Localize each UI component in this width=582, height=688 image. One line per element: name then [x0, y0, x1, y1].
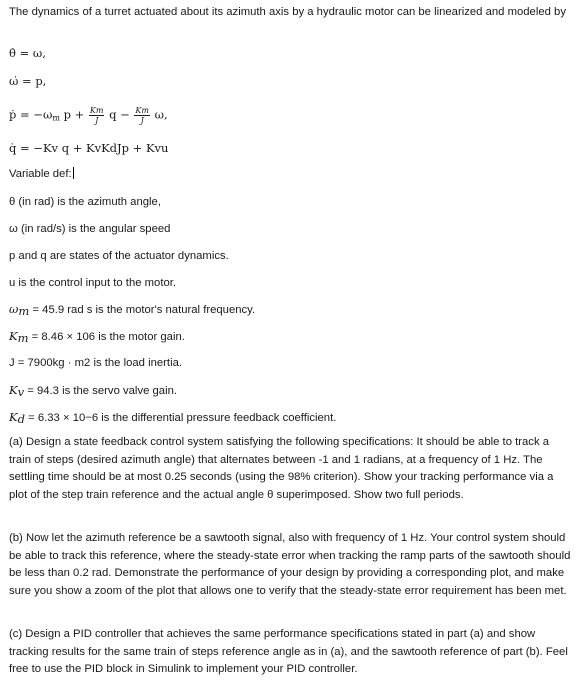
- eq3-q: q −: [105, 107, 130, 122]
- text-cursor: [73, 167, 74, 179]
- param-j: J = 7900kg · m2 is the load inertia.: [9, 357, 183, 369]
- equation-p-dot: [9, 106, 168, 126]
- question-c: (c) Design a PID controller that achieves the same performance specifications stated in part (a) and show tracking results for the same train of steps reference angle as in (a), and the sawtooth reference of part (b). Feel free to use the PID block in Simulink to implement your PID controller.: [9, 628, 568, 676]
- variable-def-line: [9, 167, 74, 181]
- equation-omega-dot: ω̇ = p,: [9, 74, 47, 88]
- definition-p-q: p and q are states of the actuator dynamics.: [9, 250, 229, 262]
- equation-theta-dot: θ̇ = ω,: [9, 46, 46, 60]
- eq3-mid: p +: [59, 107, 85, 122]
- question-a: (a) Design a state feedback control system satisfying the following specifications: It should be able to track a train of steps (desired azimuth angle) that alternates between -1 and 1 radians, at a frequency of 1 Hz. The settling time should be at most 0.25 seconds (using the 98% criterion). Show your tracking performance via a plot of the step train reference and the actual angle θ superimposed. Show two full periods.: [9, 436, 554, 501]
- eq3-end: ω,: [150, 107, 168, 122]
- definition-theta: θ (in rad) is the azimuth angle,: [9, 196, 161, 208]
- variable-def-label: Variable def:: [9, 168, 72, 180]
- eq3-sub: m: [52, 113, 60, 123]
- definition-u: u is the control input to the motor.: [9, 277, 177, 289]
- fraction-km-over-j-2: $\frac{Km}{J}$: [135, 106, 149, 125]
- param-kv: $K_v = 94.3$ is the servo valve gain.: [9, 383, 178, 399]
- question-b: (b) Now let the azimuth reference be a sawtooth signal, also with frequency of 1 Hz. Your control system should be able to track this reference, where the steady-state error when tracking the ramp parts of the sawtooth should be less than 0.2 rad. Demonstrate the performance of your design by providing a corresponding plot, and make sure you show a zoom of the plot that allows one to verify that the steady-state error requirement has been met.: [9, 532, 571, 597]
- intro-paragraph: The dynamics of a turret actuated about its azimuth axis by a hydraulic motor can be linearized and modeled by: [9, 6, 566, 18]
- fraction-km-over-j-1: $\frac{Km}{J}$: [89, 106, 104, 125]
- definition-omega: ω (in rad/s) is the angular speed: [9, 223, 171, 235]
- param-kd: $K_d = 6.33 \times 10-6$ is the differential pressure feedback coefficient.: [9, 410, 337, 426]
- equation-q-dot: q̇ = −Kv q + KvKdJp + Kvu: [9, 141, 169, 155]
- param-omega-m: $\omega_m = 45.9$ rad s is the motor's natural frequency.: [9, 302, 256, 318]
- eq3-lhs: ṗ = −ω: [9, 107, 53, 122]
- param-km: $K_m = 8.46 \times 106$ is the motor gain.: [9, 329, 185, 345]
